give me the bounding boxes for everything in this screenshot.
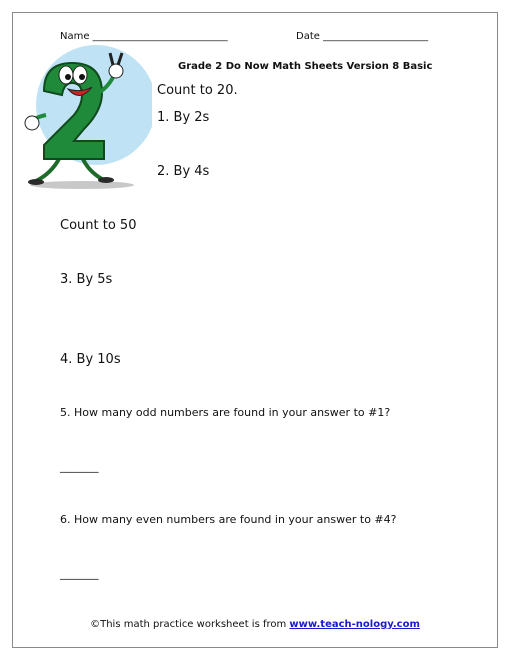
question-2: 2. By 4s — [157, 164, 210, 179]
answer-blank-6[interactable]: _______ — [60, 567, 99, 580]
number-two-mascot-icon — [22, 45, 152, 195]
mascot-illustration — [22, 45, 152, 195]
question-1: 1. By 2s — [157, 110, 210, 125]
worksheet-title: Grade 2 Do Now Math Sheets Version 8 Basic — [178, 61, 433, 72]
footer — [0, 619, 510, 630]
footer-link[interactable]: www.teach-nology.com — [289, 619, 420, 630]
question-4: 4. By 10s — [60, 352, 121, 367]
question-5: 5. How many odd numbers are found in your answer to #1? — [60, 406, 391, 419]
name-field[interactable]: Name ___________________________ — [60, 31, 228, 42]
count-to-20-heading: Count to 20. — [157, 83, 238, 98]
shadow-ellipse — [30, 181, 134, 189]
date-field[interactable]: Date _____________________ — [296, 31, 429, 42]
count-to-50-heading: Count to 50 — [60, 218, 137, 233]
answer-blank-5[interactable]: _______ — [60, 460, 99, 473]
question-3: 3. By 5s — [60, 272, 113, 287]
question-6: 6. How many even numbers are found in your answer to #4? — [60, 513, 397, 526]
footer-text: ©This math practice worksheet is from — [90, 619, 290, 630]
